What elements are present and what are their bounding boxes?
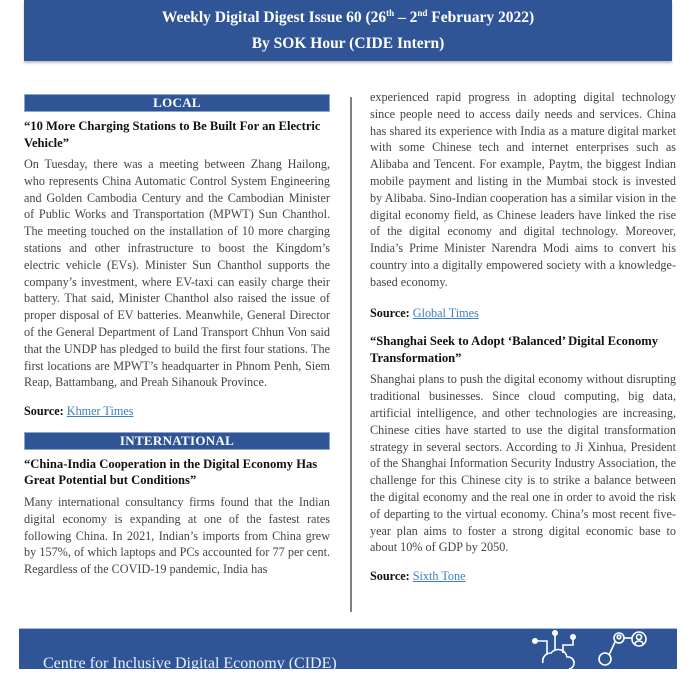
source-link-khmer-times[interactable]: Khmer Times [66,404,134,419]
intl-article2-body: Shanghai plans to push the digital economy without disrupting traditional businesses. Since cloud computing, big data, artificial intelligence, and other technologies are increasing, Chinese cities have started to use the digital transformation strategy in several sectors. According to Ji Xinhua, President of the Shanghai Information Security Industry Association, the challenge for this Chinese city is to strike a balance between the digital economy and the real one in order to avoid the risk of departing to the virtual economy. China’s most recent five-year plan aims to foster a strong digital economic base to about 10% of GDP by 2050. [370,372,676,555]
intl-article1-body-part2: experienced rapid progress in adopting digital technology since people need to access daily needs and services. China has shared its experience with India as a mature digital market with some Chinese tech and internet enterprises such as Alibaba and Tencent. For example, Paytm, the biggest Indian mobile payment and listing in the Mumbai stock is invested by Alibaba. Sino-Indian cooperation has a similar vision in the digital economy field, as Chinese leaders have linked the rise of the digital economy and digital technology. Moreover, India’s Prime Minister Narendra Modi aims to convert his country into a digitally empowered society with a knowledge-based economy. [370,90,676,289]
section-header-local: LOCAL [24,94,330,112]
people-network-icon [599,632,646,665]
digest-title: Weekly Digital Digest Issue 60 (26th – 2nd February 2022) [161,8,535,27]
source-link-global-times[interactable]: Global Times [412,305,479,320]
column-divider [350,97,352,612]
local-article-body: On Tuesday, there was a meeting between Zhang Hailong, who represents China Automatic Control System Engineering and Golden Cambodia Century and the Cambodian Minister of Public Works and Transportation (MPWT) Sun Chanthol. The meeting touched on the installation of 10 more charging stations and other infrastructure to boost the Kingdom’s electric vehicle (EVs). Minister Sun Chanthol supports the company’s investment, where EV-taxi can easily charge their battery. That said, Minister Chanthol also raised the issue of proper disposal of EV batteries. Meanwhile, General Director of the General Department of Land Transport Chhun Von said that the UNDP has pledged to build the first four stations. The first locations are MPWT’s headquarter in Phnom Penh, Siem Reap, Battambang, and Preah Sihanouk Province. [24,157,330,390]
section-header-international: INTERNATIONAL [24,432,330,450]
source-label: Source: [370,305,410,320]
header-banner [24,0,672,61]
organization-name: Centre for Inclusive Digital Economy (CIDE) [43,655,337,672]
intl-article2-headline: “Shanghai Seek to Adopt ‘Balanced’ Digital Economy Transformation” [370,334,659,365]
network-cloud-icon [533,631,575,669]
intl-article2-source [370,568,676,585]
local-article-headline: “10 More Charging Stations to Be Built For an Electric Vehicle” [24,119,321,150]
source-label: Source: [24,404,64,419]
source-label: Source: [370,569,410,584]
left-column [24,94,330,578]
intl-article1-source [370,305,676,322]
local-article-source [24,403,330,420]
footer-icons [507,629,657,669]
footer-banner [19,628,677,672]
intl-article1-headline: “China-India Cooperation in the Digital Economy Has Great Potential but Conditions” [24,456,318,488]
author-byline: By SOK Hour (CIDE Intern) [251,35,445,52]
intl-article1-body-part1: Many international consultancy firms found that the Indian digital economy is expanding at one of the fastest rates following China. In 2021, Indian’s imports from China grew by 157%, of which laptops and PCs accounted for 77 per cent. Regardless of the COVID-19 pandemic, India has [24,494,330,577]
source-link-sixth-tone[interactable]: Sixth Tone [412,569,466,584]
right-column [370,89,676,597]
